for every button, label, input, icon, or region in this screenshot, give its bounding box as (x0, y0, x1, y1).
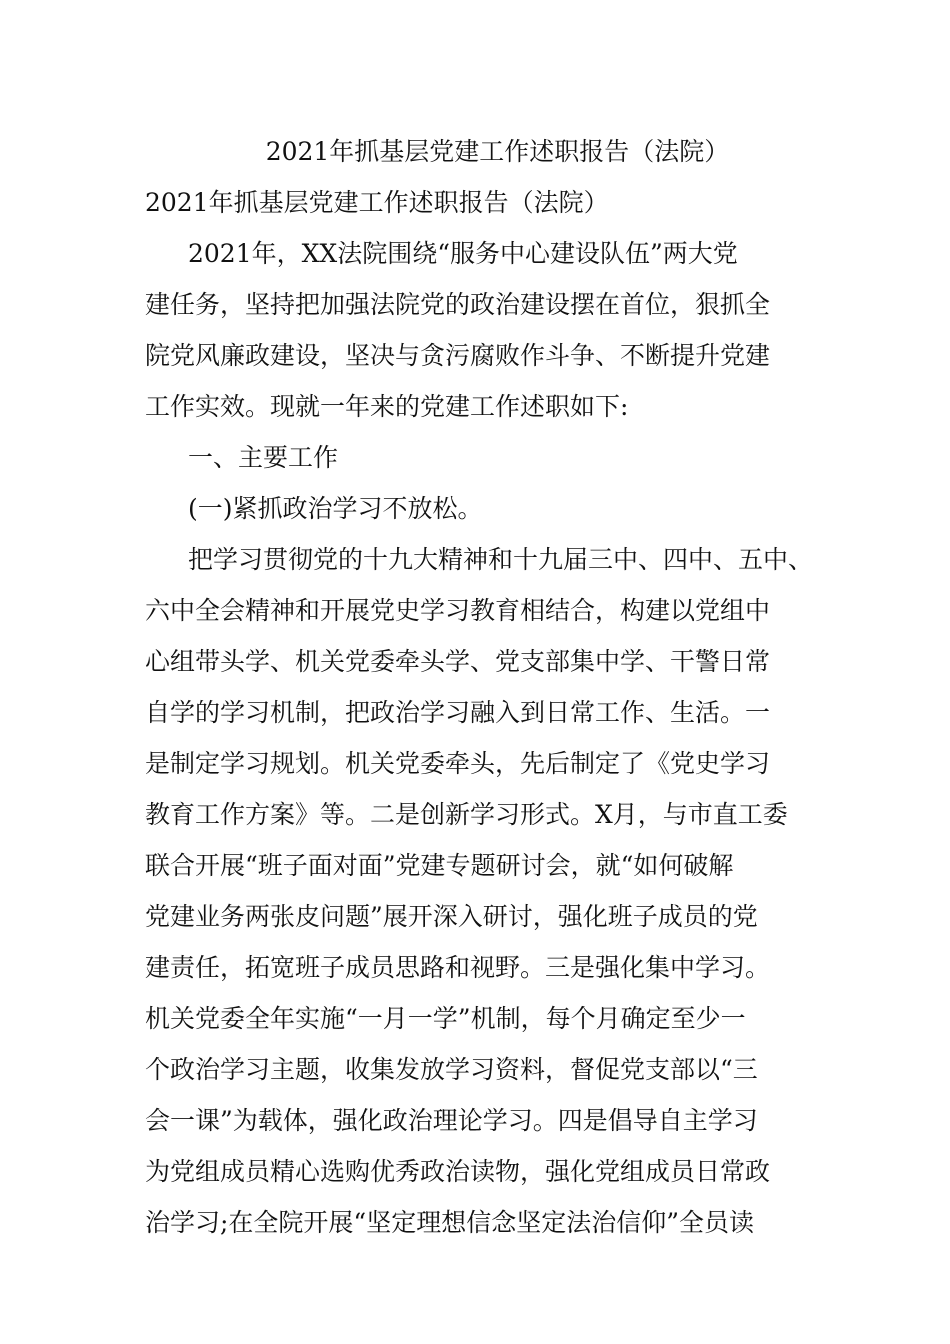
text-line: 个政治学习主题，收集发放学习资料，督促党支部以“三 (145, 1055, 758, 1084)
text-line: 自学的学习机制，把政治学习融入到日常工作、生活。一 (145, 698, 771, 727)
text-line: 会一课”为载体，强化政治理论学习。四是倡导自主学习 (145, 1106, 758, 1135)
text-line: 建任务，坚持把加强法院党的政治建设摆在首位，狠抓全 (145, 290, 771, 319)
text-line: 把学习贯彻党的十九大精神和十九届三中、四中、五中、 (188, 545, 814, 574)
document-title: 2021年抓基层党建工作述职报告（法院） (265, 137, 730, 166)
paragraph-lines (145, 228, 814, 1248)
document-subtitle: 2021年抓基层党建工作述职报告（法院） (145, 188, 609, 217)
text-line: 为党组成员精心选购优秀政治读物，强化党组成员日常政 (145, 1157, 771, 1186)
text-line: 治学习;在全院开展“坚定理想信念坚定法治信仰”全员读 (145, 1208, 754, 1237)
text-line: 党建业务两张皮问题”展开深入研讨，强化班子成员的党 (145, 902, 758, 931)
text-line: 心组带头学、机关党委牵头学、党支部集中学、干警日常 (145, 647, 771, 676)
text-line: 院党风廉政建设，坚决与贪污腐败作斗争、不断提升党建 (145, 341, 771, 370)
text-line: 建责任，拓宽班子成员思路和视野。三是强化集中学习。 (145, 953, 771, 982)
text-line: 六中全会精神和开展党史学习教育相结合，构建以党组中 (145, 596, 771, 625)
text-line: 教育工作方案》等。二是创新学习形式。X月，与市直工委 (145, 800, 788, 829)
text-line: (一)紧抓政治学习不放松。 (188, 494, 483, 523)
text-line: 联合开展“班子面对面”党建专题研讨会，就“如何破解 (145, 851, 734, 880)
text-line: 2021年，XX法院围绕“服务中心建设队伍”两大党 (188, 239, 738, 268)
text-line: 一、主要工作 (188, 443, 339, 472)
text-line: 机关党委全年实施“一月一学”机制，每个月确定至少一 (145, 1004, 746, 1033)
text-line: 是制定学习规划。机关党委牵头，先后制定了《党史学习 (145, 749, 771, 778)
document-body (145, 126, 814, 1248)
text-line: 工作实效。现就一年来的党建工作述职如下: (145, 392, 629, 421)
